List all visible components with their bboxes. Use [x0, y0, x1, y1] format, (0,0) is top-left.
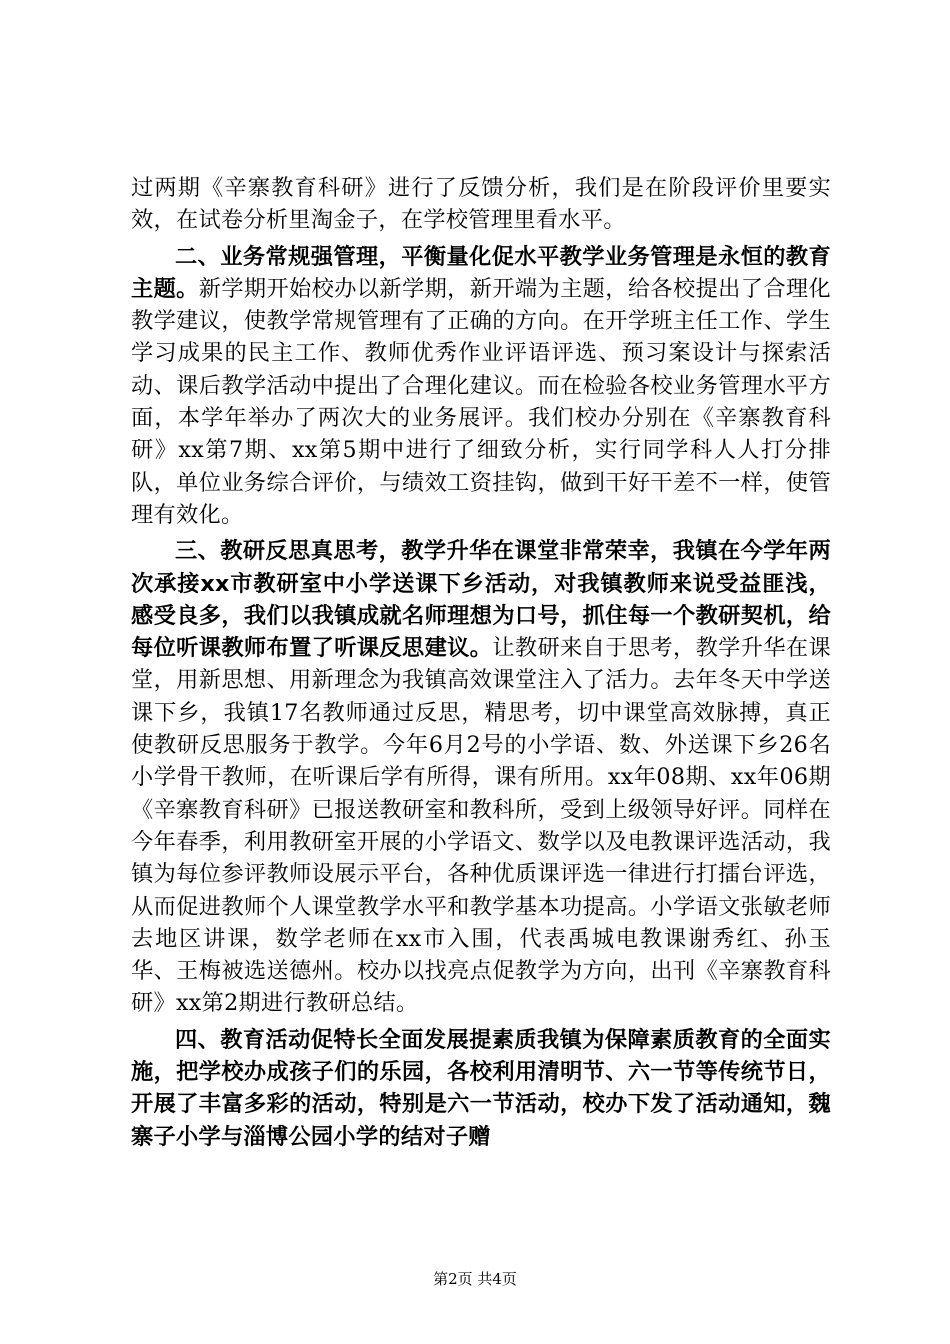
section-two-paragraph: [131, 241, 831, 532]
paragraph-text: 过两期《辛寨教育科研》进行了反馈分析，我们是在阶段评价里要实效，在试卷分析里淘金子，在学校管理里看水平。: [131, 175, 831, 234]
paragraph-continuation: [131, 172, 831, 237]
page-number-footer: 第2页 共4页: [433, 1270, 517, 1288]
section-four-heading: 四、教育活动促特长全面发展提素质我镇为保障素质教育的全面实施，把学校办成孩子们的乐园，各校利用清明节、六一节等传统节日，开展了丰富多彩的活动，特别是六一节活动，校办下发了活动通知，魏寨子小学与淄博公园小学的结对子赠: [131, 1026, 831, 1150]
section-three-heading: 三、教研反思真思考，教学升华在课堂非常荣幸，我镇在今学年两次承接xx市教研室中小学送课下乡活动，对我镇教师来说受益匪浅，感受良多，我们以我镇成就名师理想为口号，抓住每一个教研契机，给每位听课教师布置了听课反思建议。: [131, 538, 831, 662]
section-two-text: 新学期开始校办以新学期，新开端为主题，给各校提出了合理化教学建议，使教学常规管理有了正确的方向。在开学班主任工作、学生学习成果的民主工作、教师优秀作业评语评选、预习案设计与探索活动、课后教学活动中提出了合理化建议。而在检验各校业务管理水平方面，本学年举办了两次大的业务展评。我们校办分别在《辛寨教育科研》xx第7期、xx第5期中进行了细致分析，实行同学科人人打分排队，单位业务综合评价，与绩效工资挂钩，做到干好干差不一样，使管理有效化。: [131, 275, 831, 528]
section-three-paragraph: [131, 535, 831, 1019]
section-three-text: 让教研来自于思考，教学升华在课堂，用新思想、用新理念为我镇高效课堂注入了活力。去年冬天中学送课下乡，我镇17名教师通过反思，精思考，切中课堂高效脉搏，真正使教研反思服务于教学。今年6月2号的小学语、数、外送课下乡26名小学骨干教师，在听课后学有所得，课有所用。xx年08期、xx年06期《辛寨教育科研》已报送教研室和教科所，受到上级领导好评。同样在今年春季，利用教研室开展的小学语文、数学以及电教课评选活动，我镇为每位参评教师设展示平台，各种优质课评选一律进行打擂台评选，从而促进教师个人课堂教学水平和教学基本功提高。小学语文张敏老师去地区讲课，数学老师在xx市入围，代表禹城电教课谢秀红、孙玉华、王梅被选送德州。校办以找亮点促教学为方向，出刊《辛寨教育科研》xx第2期进行教研总结。: [131, 635, 831, 1017]
section-two-heading: 二、业务常规强管理，平衡量化促水平教学业务管理是永恒的教育主题。: [131, 243, 831, 302]
document-body: [131, 172, 831, 1153]
section-four-paragraph: [131, 1024, 831, 1153]
